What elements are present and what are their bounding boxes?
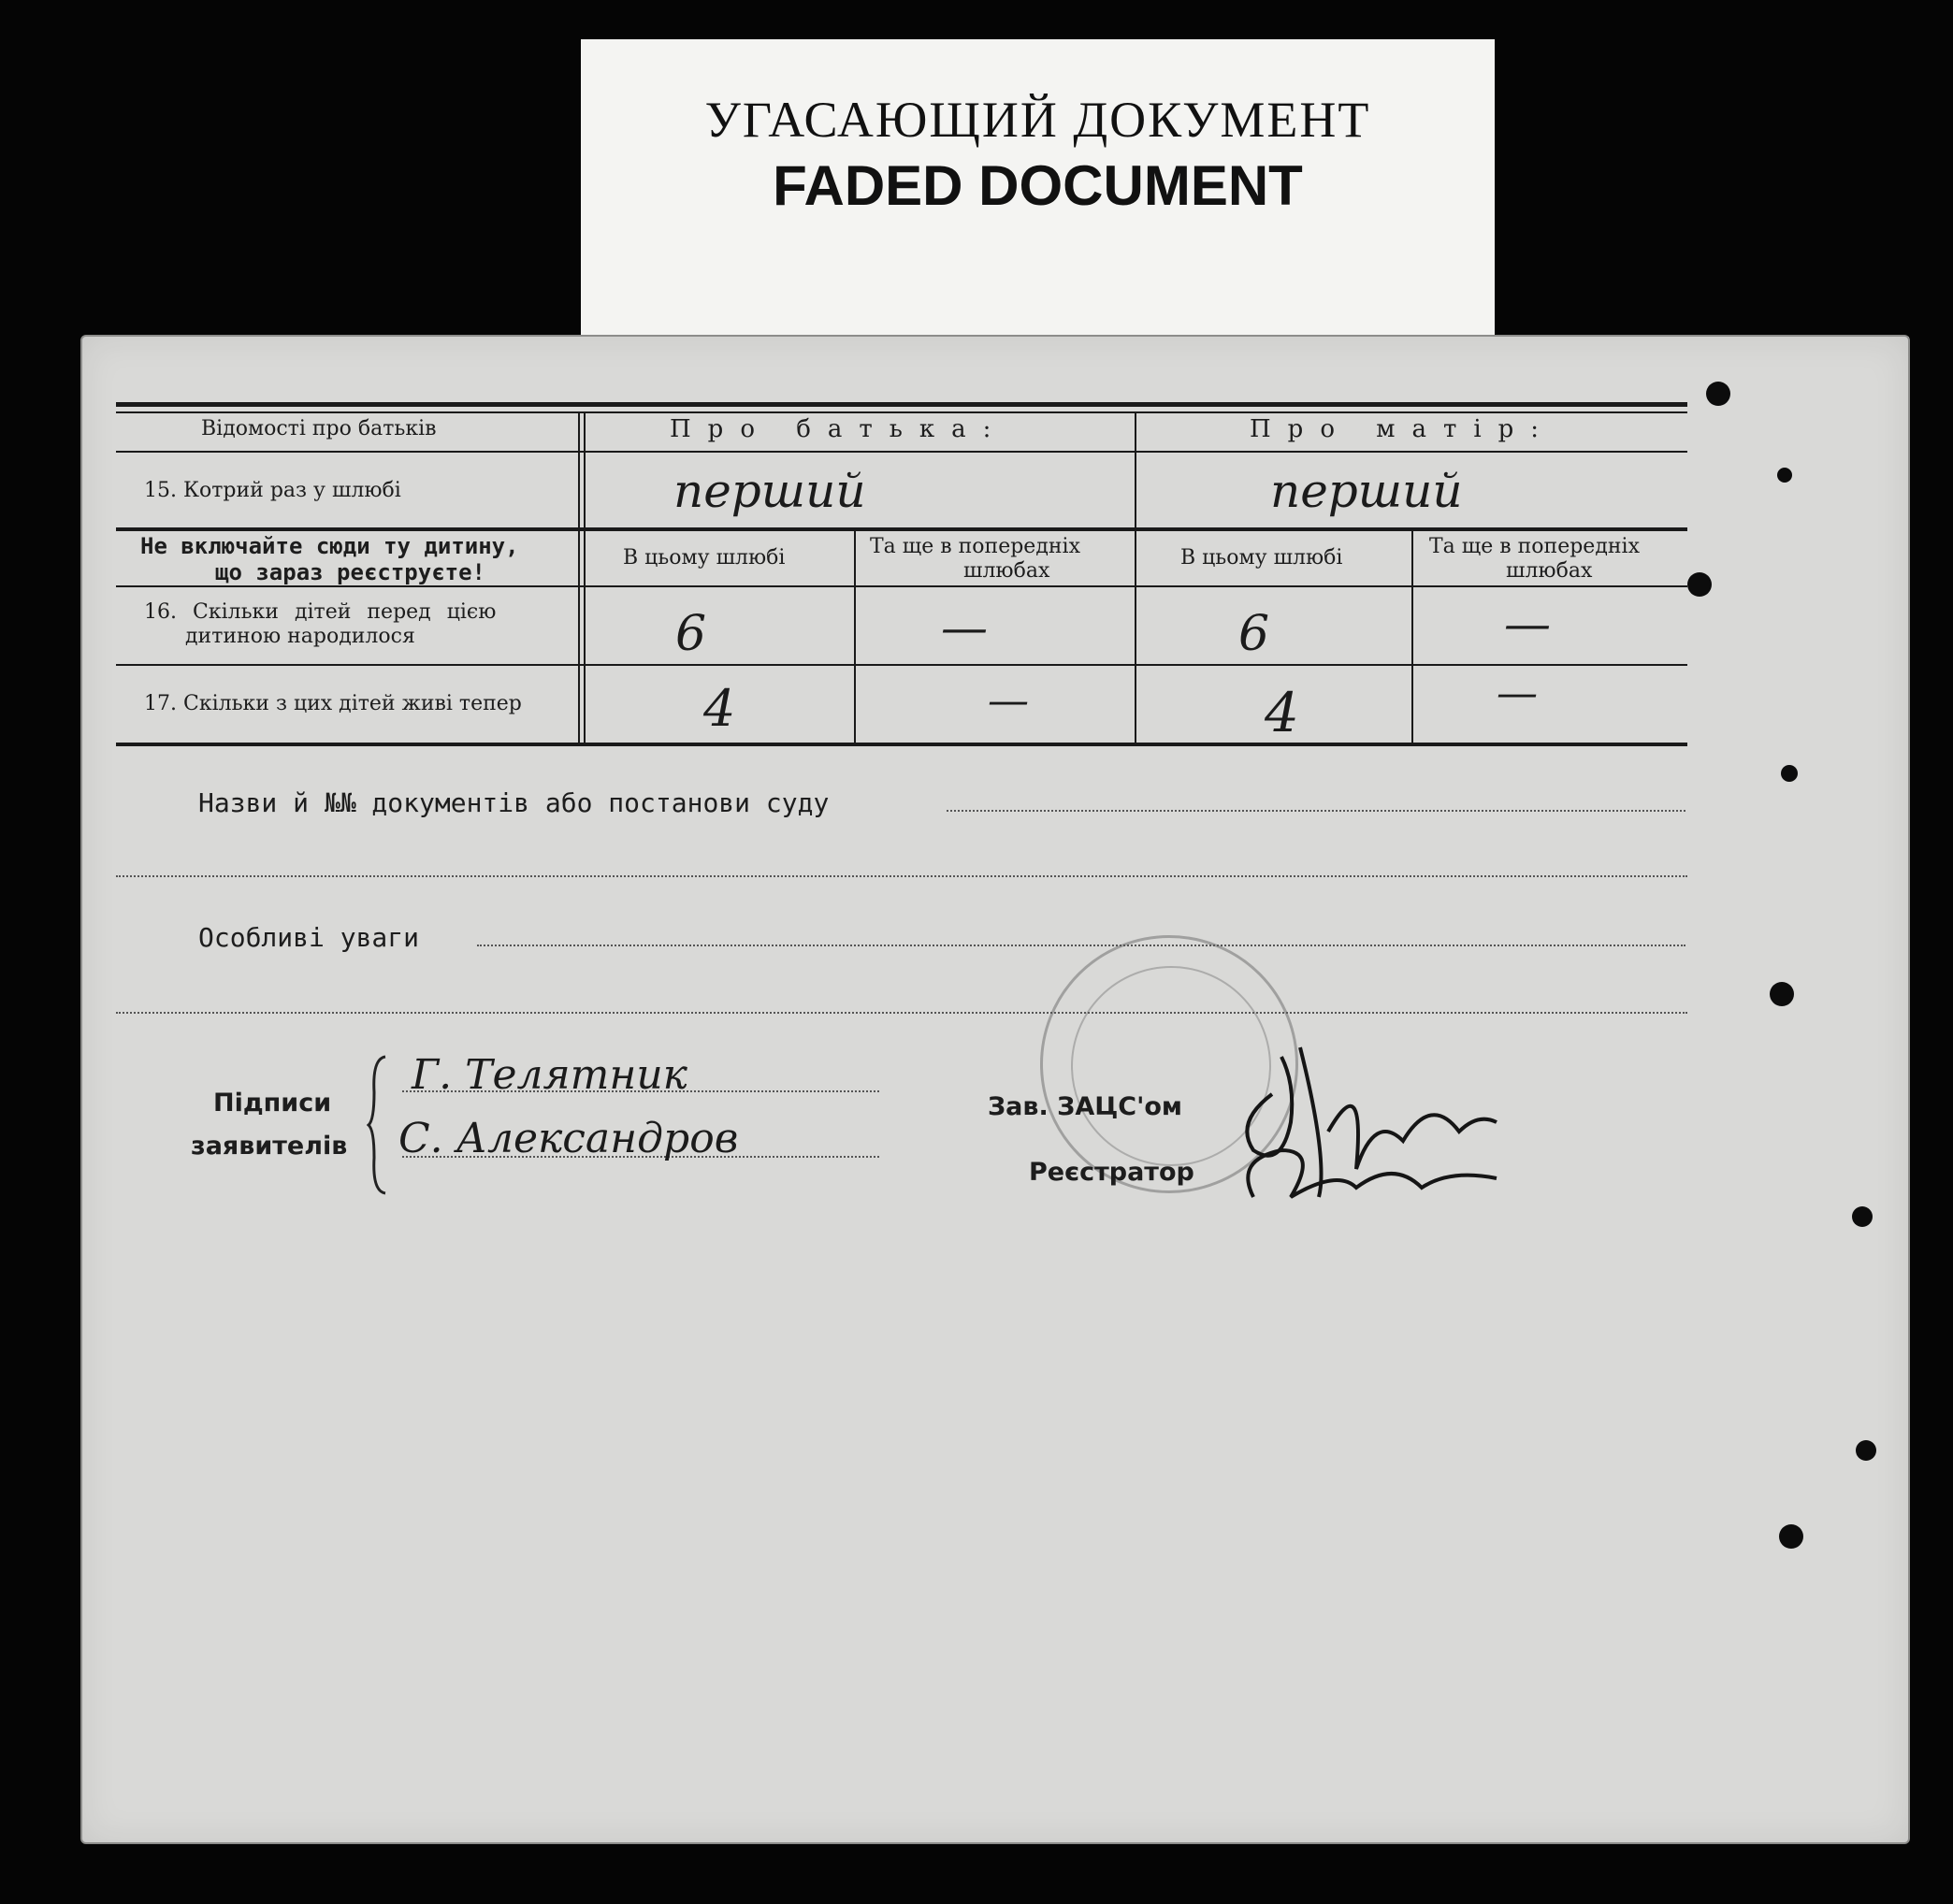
- binding-hole: [1770, 982, 1794, 1006]
- row16-father-this: 6: [675, 606, 707, 662]
- documents-dotted-line-2: [116, 875, 1687, 877]
- row17-label: 17. Скільки з цих дітей живі тепер: [144, 692, 522, 715]
- table-column-rule: [854, 529, 856, 744]
- header-parents-info: Відомості про батьків: [201, 417, 437, 440]
- row16-mother-prev: —: [1504, 597, 1551, 651]
- father-prev-marriage-header-1: Та ще в попередніх: [870, 535, 1080, 558]
- applicant-signature-1: Г. Телятник: [412, 1051, 687, 1099]
- label-title-russian: УГАСАЮЩИЙ ДОКУМЕНТ: [704, 92, 1371, 148]
- binding-hole: [1777, 468, 1792, 483]
- row17-father-this: 4: [703, 679, 736, 738]
- table-rule: [116, 411, 1687, 413]
- row16-label-2: дитиною народилося: [185, 625, 415, 648]
- header-about-father: Про батька:: [670, 415, 1008, 443]
- row15-label: 15. Котрий раз у шлюбі: [144, 479, 401, 502]
- row17-mother-prev: —: [1497, 670, 1538, 717]
- label-title-english: FADED DOCUMENT: [773, 154, 1303, 217]
- binding-hole: [1856, 1440, 1876, 1461]
- table-rule: [116, 664, 1687, 666]
- applicant-signature-2: С. Александров: [398, 1115, 739, 1162]
- documents-label: Назви й №№ документів або постанови суду: [198, 787, 830, 818]
- mother-prev-marriage-header-1: Та ще в попередніх: [1429, 535, 1640, 558]
- father-this-marriage-header: В цьому шлюбі: [623, 546, 786, 570]
- father-prev-marriage-header-2: шлюбах: [963, 559, 1050, 583]
- note-line-2: що зараз реєструєте!: [215, 559, 485, 585]
- row17-mother-this: 4: [1265, 681, 1299, 744]
- binding-hole: [1779, 1524, 1803, 1549]
- table-column-rule: [1411, 529, 1413, 744]
- registry-head-signature: [1216, 1010, 1515, 1234]
- binding-hole: [1687, 572, 1712, 597]
- row15-mother-value: перший: [1270, 464, 1463, 518]
- binding-hole: [1706, 382, 1730, 406]
- documents-dotted-line: [947, 810, 1685, 812]
- note-line-1: Не включайте сюди ту дитину,: [140, 533, 519, 559]
- row17-father-prev: —: [988, 677, 1029, 725]
- table-column-rule: [578, 411, 580, 744]
- header-about-mother: Про матір:: [1250, 415, 1556, 443]
- signatures-label-1: Підписи: [213, 1089, 332, 1118]
- row16-father-prev: —: [941, 600, 988, 655]
- table-rule: [116, 527, 1687, 531]
- registry-head-label: Зав. ЗАЦС'ом: [988, 1092, 1182, 1121]
- row16-label-1: 16. Скільки дітей перед цією: [144, 600, 497, 624]
- row15-father-value: перший: [673, 464, 866, 518]
- mother-this-marriage-header: В цьому шлюбі: [1180, 546, 1343, 570]
- table-bottom-rule: [116, 743, 1687, 746]
- signatures-label-2: заявителів: [191, 1132, 348, 1161]
- mother-prev-marriage-header-2: шлюбах: [1506, 559, 1593, 583]
- table-top-rule: [116, 402, 1687, 407]
- signatures-brace: [367, 1055, 389, 1195]
- table-column-rule: [1135, 411, 1136, 744]
- table-rule: [116, 451, 1687, 453]
- remarks-dotted-line: [477, 945, 1685, 946]
- binding-hole: [1781, 765, 1798, 782]
- row16-mother-this: 6: [1238, 606, 1270, 662]
- table-rule: [116, 585, 1687, 587]
- remarks-label: Особливі уваги: [198, 922, 420, 953]
- archive-label-card: [581, 39, 1495, 337]
- registrar-label: Реєстратор: [1029, 1158, 1194, 1187]
- table-column-rule: [584, 411, 586, 744]
- binding-hole: [1852, 1206, 1873, 1227]
